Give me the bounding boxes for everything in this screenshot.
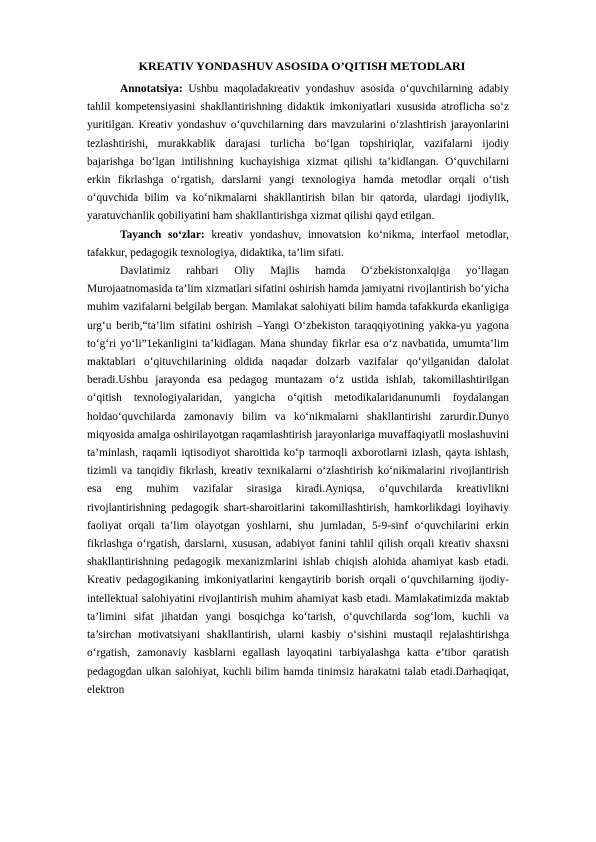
keywords-label: Tayanch so‘zlar: bbox=[120, 228, 205, 241]
document-page bbox=[87, 58, 509, 699]
abstract-paragraph bbox=[87, 80, 509, 226]
keywords-text: kreativ yondashuv, innovatsion ko‘nikma, interfaol metodlar, tafakkur, pedagogik texnologiya, didaktika, ta’lim sifati. bbox=[87, 228, 509, 259]
body-paragraph: Davlatimiz rahbari Oliy Majlis hamda O‘zbekistonxalqiga yo‘llagan Murojaatnomasida ta’lim xizmatlari sifatini oshirish hamda jamiyatni rivojlantirish bo‘yicha muhim vazifalarni belgilab bergan. Mamlakat salohiyati bilim hamda tafakkurda ekanligiga urg‘u berib,“ta’lim sifatini oshirish –Yangi O‘zbekiston taraqqiyotining yakka-yu yagona to‘g‘ri yo‘li”1ekanligini ta’kidlagan. Mana shunday fikrlar esa o‘z navbatida, umumta’lim maktablari o‘qituvchilarining oldida naqadar dolzarb vazifalar qo‘yilganidan dalolat beradi.Ushbu jarayonda esa pedagog muntazam o‘z ustida ishlab, takomillashtirilgan o‘qitish texnologiyalaridan, yangicha o‘qitish metodikalaridanunumli foydalangan holdao‘quvchilarda zamonaviy bilim va ko‘nikmalarni shakllantirishi zarurdir.Dunyo miqyosida amalga oshirilayotgan raqamlashtirish jarayonlariga muvaffaqiyatli moslashuvini ta’minlash, raqamli iqtisodiyot sharoitida ko‘p tarmoqli axborotlarni izlash, qayta ishlash, tizimli va tanqidiy fikrlash, kreativ texnikalarni o‘zlashtirish ko‘nikmalarini rivojlantirish esa eng muhim vazifalar sirasiga kiradi.Ayniqsa, o‘quvchilarda kreativlikni rivojlantirishning pedagogik shart-sharoitlarini takomillashtirish, hamkorlikdagi loyihaviy faoliyat orqali ta’lim olayotgan yoshlarni, shu jumladan, 5-9-sinf o‘quvchilarini erkin fikrlashga o‘rgatish, darslarni, xususan, adabiyot fanini tahlil qilish orqali kreativ shaxsni shakllantirishning pedagogik mexanizmlarini ishlab chiqish alohida ahamiyat kasb etadi. Kreativ pedagogikaning imkoniyatlarini kengaytirib borish orqali o‘quvchilarning ijodiy-intellektual salohiyatini rivojlantirish muhim ahamiyat kasb etadi. Mamlakatimizda maktab ta’limini sifat jihatdan yangi bosqichga ko‘tarish, o‘quvchilarda sog‘lom, kuchli va ta’sirchan motivatsiyani shakllantirish, ularni kasbiy o‘sishini mustaqil rejalashtirishga o‘rgatish, zamonaviy kasblarni egallash layoqatini tarbiyalashga katta e’tibor qaratish pedagogdan ulkan salohiyat, kuchli bilim hamda tinimsiz harakatni talab etadi.Darhaqiqat, elektron bbox=[87, 265, 509, 696]
article-title: KREATIV YONDASHUV ASOSIDA O’QITISH METODLARI bbox=[138, 59, 466, 73]
keywords-paragraph bbox=[87, 226, 509, 262]
abstract-label: Annotatsiya: bbox=[120, 83, 183, 95]
abstract-text: Ushbu maqoladakreativ yondashuv asosida o‘quvchilarning adabiy tahlil kompetensiyasini shakllantirishning didaktik imkoniyatlari xususida atroflicha so‘z yuritilgan. Kreativ yondashuv o‘quvchilarning dars mavzularini o‘zlashtirish jarayonlarini tezlashtirishi, murakkablik darajasi turlicha bo‘lgan topshiriqlar, vazifalarni ijodiy bajarishga bo‘lgan intilishning kuchayishiga xizmat qilishi ta’kidlangan. O‘quvchilarni erkin fikrlashga o‘rgatish, darslarni yangi texnologiya hamda metodlar orqali o‘tish o‘quvchida bilim va ko‘nikmalarni shakllantirish bilan bir qatorda, ulardagi ijodiylik, yaratuvchanlik qobiliyatini ham shakllantirishga xizmat qilishi qayd etilgan. bbox=[87, 83, 509, 223]
